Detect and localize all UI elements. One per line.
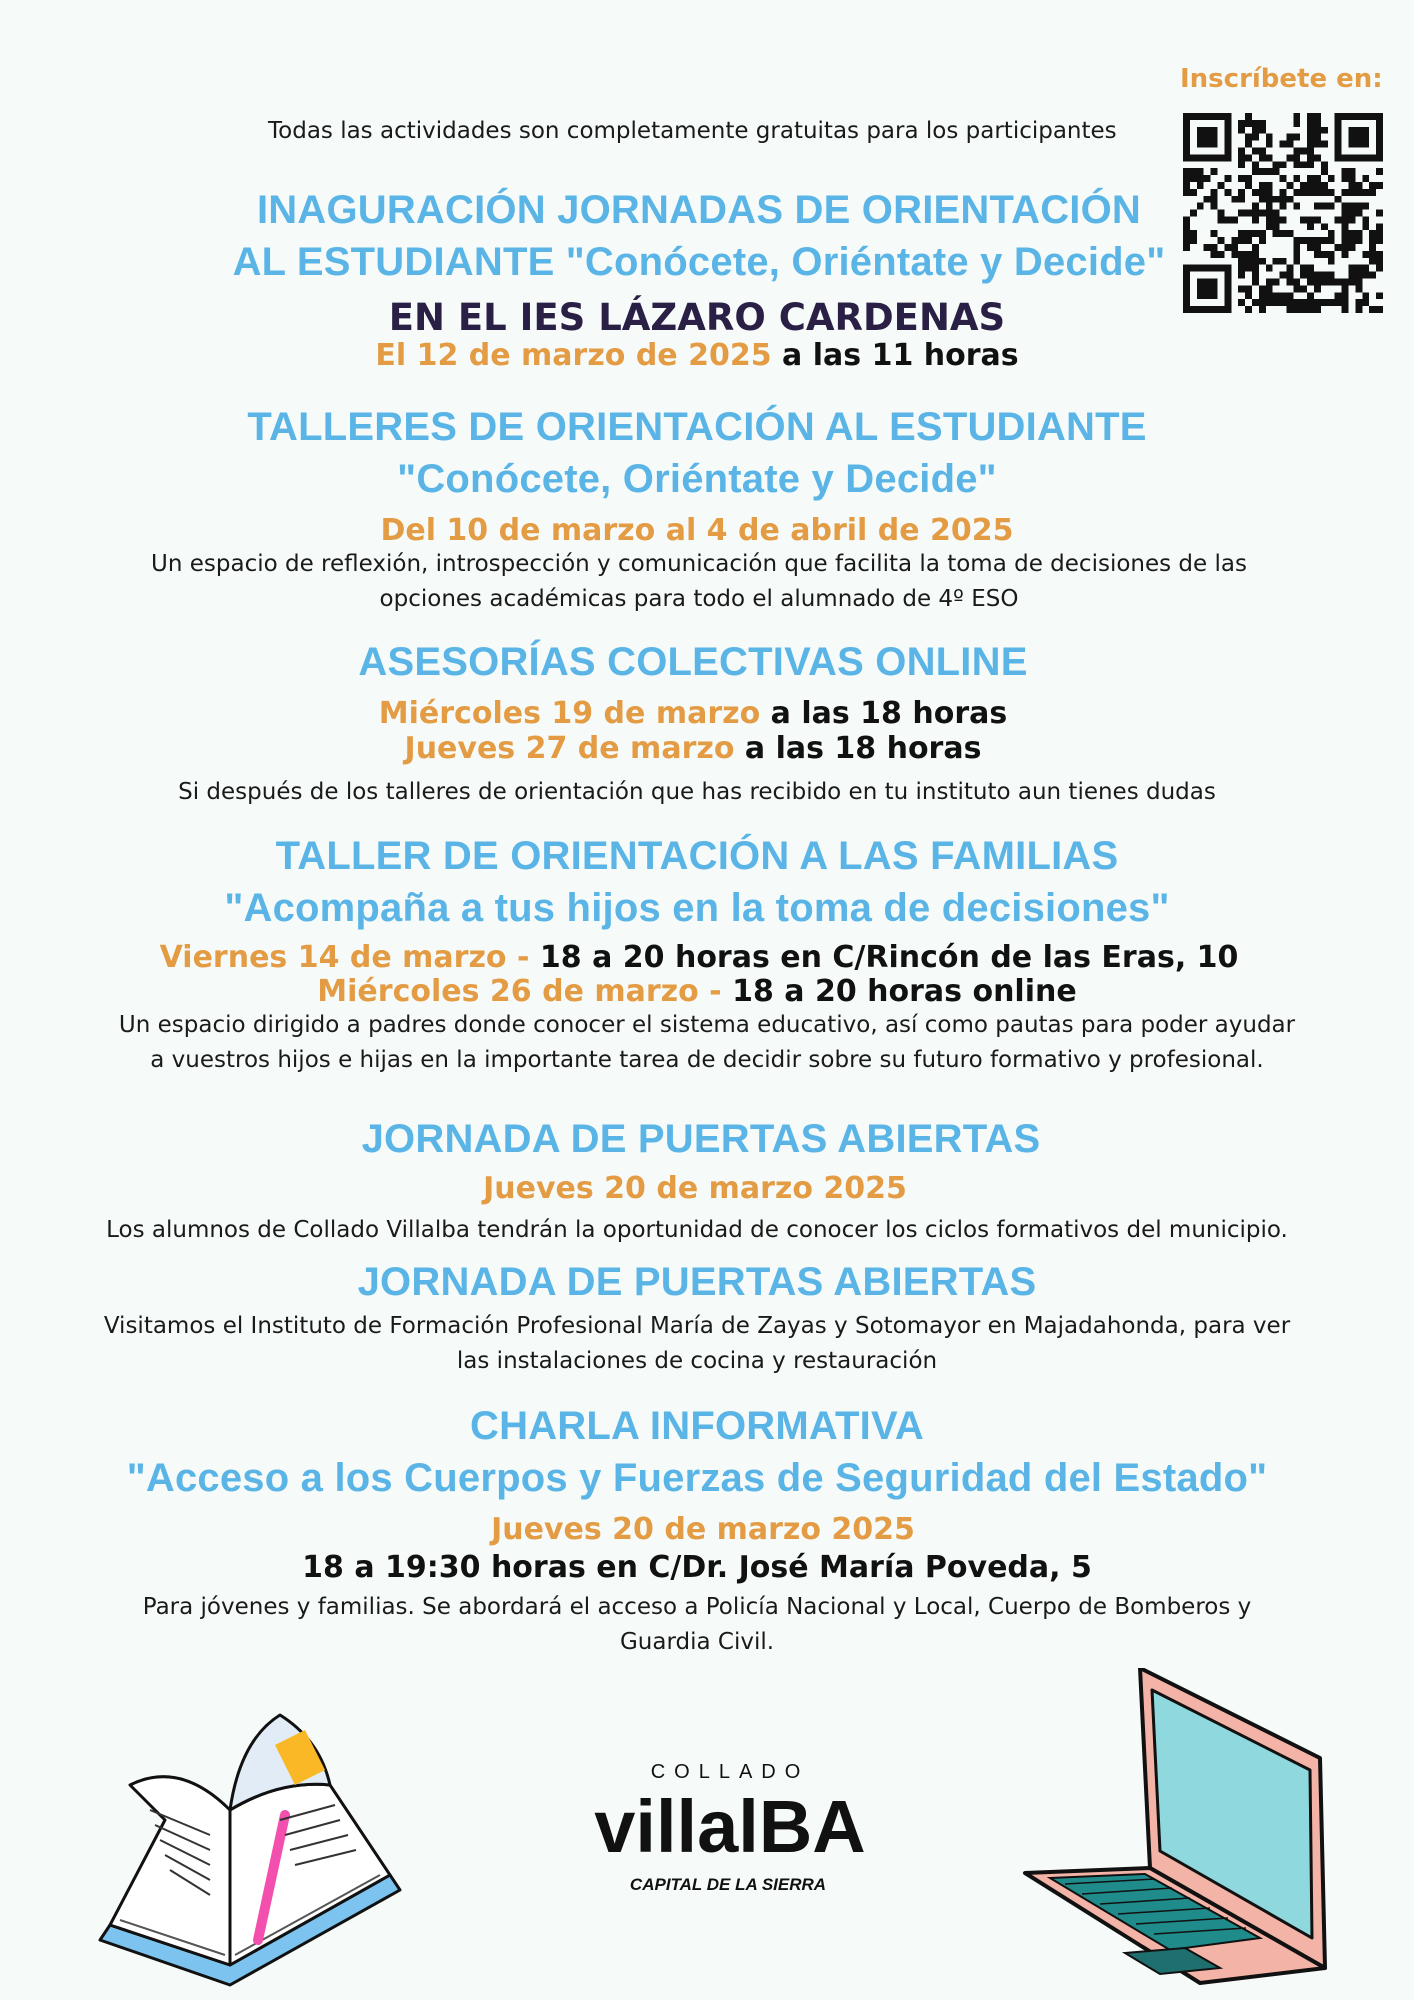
section1-title-line2: AL ESTUDIANTE "Conócete, Oriéntate y Decide" (232, 240, 1166, 284)
section3-desc: Si después de los talleres de orientación que has recibido en tu instituto aun tienes dudas (178, 779, 1216, 805)
section6-title: JORNADA DE PUERTAS ABIERTAS (357, 1260, 1037, 1304)
section2-title: TALLERES DE ORIENTACIÓN AL ESTUDIANTE (247, 405, 1147, 449)
collado-villalba-logo (560, 1740, 900, 1910)
section7-date: Jueves 20 de marzo 2025 (491, 1512, 915, 1547)
logo-top-text: COLLADO (650, 1761, 810, 1783)
section2-date: Del 10 de marzo al 4 de abril de 2025 (380, 513, 1014, 548)
laptop-icon (1020, 1668, 1340, 1988)
section4-session1 (0, 940, 1406, 975)
section4-date2: Miércoles 26 de marzo - (317, 974, 733, 1009)
register-label: Inscríbete en: (1180, 64, 1383, 94)
section2-desc-line2: opciones académicas para todo el alumnado de 4º ESO (379, 586, 1019, 612)
section3-time2: a las 18 horas (734, 731, 982, 766)
section2-desc-line1: Un espacio de reflexión, introspección y comunicación que facilita la toma de decisiones de las (151, 551, 1247, 577)
section6-desc-line1: Visitamos el Instituto de Formación Profesional María de Zayas y Sotomayor en Majadahonda, para ver (103, 1313, 1291, 1339)
section1-location: EN EL IES LÁZARO CARDENAS (388, 296, 1006, 339)
section7-time: 18 a 19:30 horas en C/Dr. José María Poveda, 5 (302, 1550, 1092, 1585)
section6-desc-line2: las instalaciones de cocina y restauración (456, 1348, 938, 1374)
section7-desc-line2: Guardia Civil. (619, 1629, 775, 1655)
section4-time2: 18 a 20 horas online (732, 974, 1077, 1009)
section3-date1: Miércoles 19 de marzo (378, 696, 761, 731)
section5-date: Jueves 20 de marzo 2025 (483, 1171, 907, 1206)
section1-datetime (0, 338, 1404, 373)
section1-time: a las 11 horas (771, 338, 1019, 373)
section5-title: JORNADA DE PUERTAS ABIERTAS (361, 1117, 1041, 1161)
section1-title-line1: INAGURACIÓN JORNADAS DE ORIENTACIÓN (256, 188, 1142, 232)
section4-title: TALLER DE ORIENTACIÓN A LAS FAMILIAS (275, 834, 1119, 878)
section1-date: El 12 de marzo de 2025 (375, 338, 772, 373)
section3-time1: a las 18 horas (760, 696, 1008, 731)
section4-desc-line1: Un espacio dirigido a padres donde conocer el sistema educativo, así como pautas para poder ayudar (118, 1012, 1296, 1038)
section3-title: ASESORÍAS COLECTIVAS ONLINE (358, 640, 1028, 684)
section5-desc: Los alumnos de Collado Villalba tendrán la oportunidad de conocer los ciclos formativos del municipio. (106, 1217, 1288, 1243)
section7-title: CHARLA INFORMATIVA (470, 1404, 924, 1448)
section4-subtitle: "Acompaña a tus hijos en la toma de decisiones" (224, 886, 1170, 930)
open-book-icon (80, 1700, 410, 2000)
logo-tagline: CAPITAL DE LA SIERRA (629, 1875, 827, 1894)
section7-subtitle: "Acceso a los Cuerpos y Fuerzas de Seguridad del Estado" (126, 1456, 1268, 1500)
section4-time1: 18 a 20 horas en C/Rincón de las Eras, 10 (539, 940, 1239, 975)
section4-desc-line2: a vuestros hijos e hijas en la importante tarea de decidir sobre su futuro formativo y profesional. (150, 1047, 1264, 1073)
intro-text: Todas las actividades son completamente gratuitas para los participantes (268, 118, 1117, 144)
section3-session1 (0, 696, 1400, 731)
logo-main-text: villalBA (594, 1785, 866, 1868)
section4-session2 (0, 974, 1404, 1009)
section4-date1: Viernes 14 de marzo - (159, 940, 540, 975)
section2-subtitle: "Conócete, Oriéntate y Decide" (397, 457, 997, 501)
section3-session2 (0, 731, 1400, 766)
section3-date2: Jueves 27 de marzo (404, 731, 735, 766)
section7-desc-line1: Para jóvenes y familias. Se abordará el acceso a Policía Nacional y Local, Cuerpo de Bomberos y (142, 1594, 1252, 1620)
